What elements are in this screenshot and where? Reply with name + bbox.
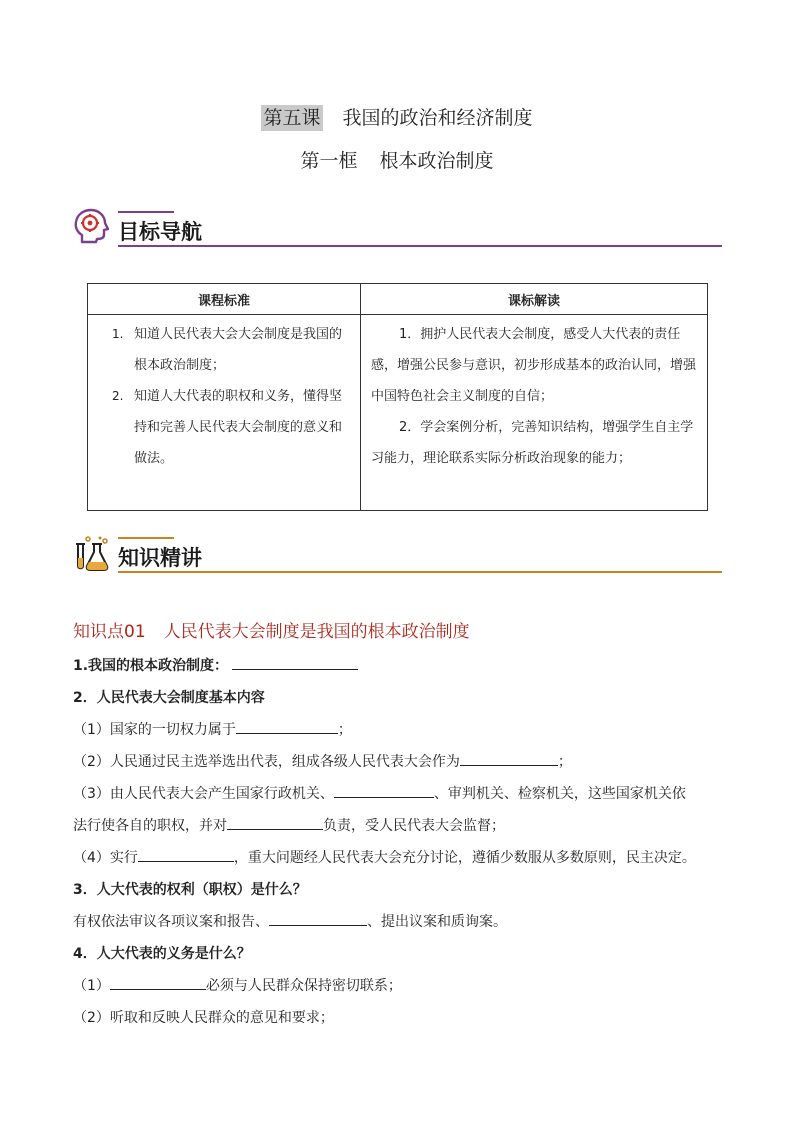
answer-blank[interactable] <box>334 783 434 798</box>
item-text: ，重大问题经人民代表大会充分讨论，遵循少数服从多数原则，民主决定。 <box>233 850 696 866</box>
question-4-item-1 <box>73 975 402 995</box>
standard-item <box>98 381 350 474</box>
question-2-item-3-cont <box>73 815 505 835</box>
question-3-answer <box>73 911 507 931</box>
lab-flask-icon <box>72 534 110 572</box>
lesson-tag: 第五课 <box>263 107 321 129</box>
item-text: （1） <box>73 978 110 994</box>
knowledge-point-title: 人民代表大会制度是我国的根本政治制度 <box>163 622 470 642</box>
item-text: （2）人民通过民主选举选出代表，组成各级人民代表大会作为 <box>73 754 460 770</box>
question-2-item-1 <box>73 719 352 739</box>
item-text: 必须与人民群众保持密切联系； <box>205 978 402 994</box>
goals-section-header <box>72 208 722 250</box>
item-text: （4）实行 <box>73 850 138 866</box>
knowledge-section-header <box>72 534 722 576</box>
knowledge-divider <box>118 571 722 573</box>
knowledge-point-label: 知识点01 <box>73 622 146 642</box>
knowledge-top-line <box>118 537 174 539</box>
head-gear-icon <box>72 208 110 246</box>
answer-blank[interactable] <box>227 815 323 830</box>
answer-blank[interactable] <box>232 655 358 670</box>
item-text: ； <box>557 754 572 770</box>
question-2-item-4 <box>73 847 696 867</box>
answer-blank[interactable] <box>138 847 234 862</box>
interpretation-item: 1．拥护人民代表大会制度，感受人大代表的责任感，增强公民参与意识，初步形成基本的政治认同，增强中国特色社会主义制度的自信； <box>371 327 697 404</box>
standard-number: 2. <box>112 389 124 403</box>
question-4-item-2: （2）听取和反映人民群众的意见和要求； <box>73 1010 334 1026</box>
question-3: 3．人大代表的权利（职权）是什么？ <box>73 882 307 898</box>
item-text: 、审判机关、检察机关，这些国家机关依 <box>433 786 686 802</box>
frame-title-line <box>0 146 794 173</box>
standards-cell <box>88 315 361 511</box>
question-2: 2．人民代表大会制度基本内容 <box>73 690 265 706</box>
answer-blank[interactable] <box>236 719 338 734</box>
standards-header: 课程标准 <box>88 284 361 315</box>
item-text: 法行使各自的职权，并对 <box>73 818 227 834</box>
standard-item <box>98 319 350 381</box>
item-text: 负责，受人民代表大会监督； <box>323 818 505 834</box>
standard-number: 1. <box>112 327 124 341</box>
standard-text: 知道人民代表大会大会制度是我国的根本政治制度； <box>134 327 343 373</box>
goals-section-title: 目标导航 <box>118 220 202 244</box>
item-text: ； <box>337 722 352 738</box>
lesson-title: 我国的政治和经济制度 <box>342 107 533 129</box>
item-text: （3）由人民代表大会产生国家行政机关、 <box>73 786 334 802</box>
question-1 <box>73 655 358 675</box>
answer-blank[interactable] <box>460 751 558 766</box>
goals-divider <box>118 245 722 247</box>
item-text: （1）国家的一切权力属于 <box>73 722 236 738</box>
question-4: 4．人大代表的义务是什么？ <box>73 946 251 962</box>
item-text: 有权依法审议各项议案和报告、 <box>73 914 269 930</box>
question-2-item-3 <box>73 783 686 803</box>
answer-blank[interactable] <box>269 911 367 926</box>
question-2-item-2 <box>73 751 572 771</box>
knowledge-section-title: 知识精讲 <box>118 546 202 570</box>
standards-table <box>87 283 708 511</box>
interpretation-item: 2．学会案例分析，完善知识结构，增强学生自主学习能力，理论联系实际分析政治现象的能力； <box>371 420 694 466</box>
knowledge-point-heading <box>73 617 470 642</box>
frame-tag: 第一框 <box>300 150 358 172</box>
lesson-title-line <box>0 103 794 130</box>
answer-blank[interactable] <box>110 975 206 990</box>
item-text: 、提出议案和质询案。 <box>367 914 507 930</box>
interpretation-header: 课标解读 <box>361 284 708 315</box>
standard-text: 知道人大代表的职权和义务，懂得坚持和完善人民代表大会制度的意义和做法。 <box>134 389 343 466</box>
frame-title: 根本政治制度 <box>379 150 494 172</box>
standards-list <box>98 319 350 474</box>
goals-top-line <box>118 211 174 213</box>
interpretation-cell <box>361 315 708 511</box>
question-1-text: 1.我国的根本政治制度： <box>73 658 229 674</box>
